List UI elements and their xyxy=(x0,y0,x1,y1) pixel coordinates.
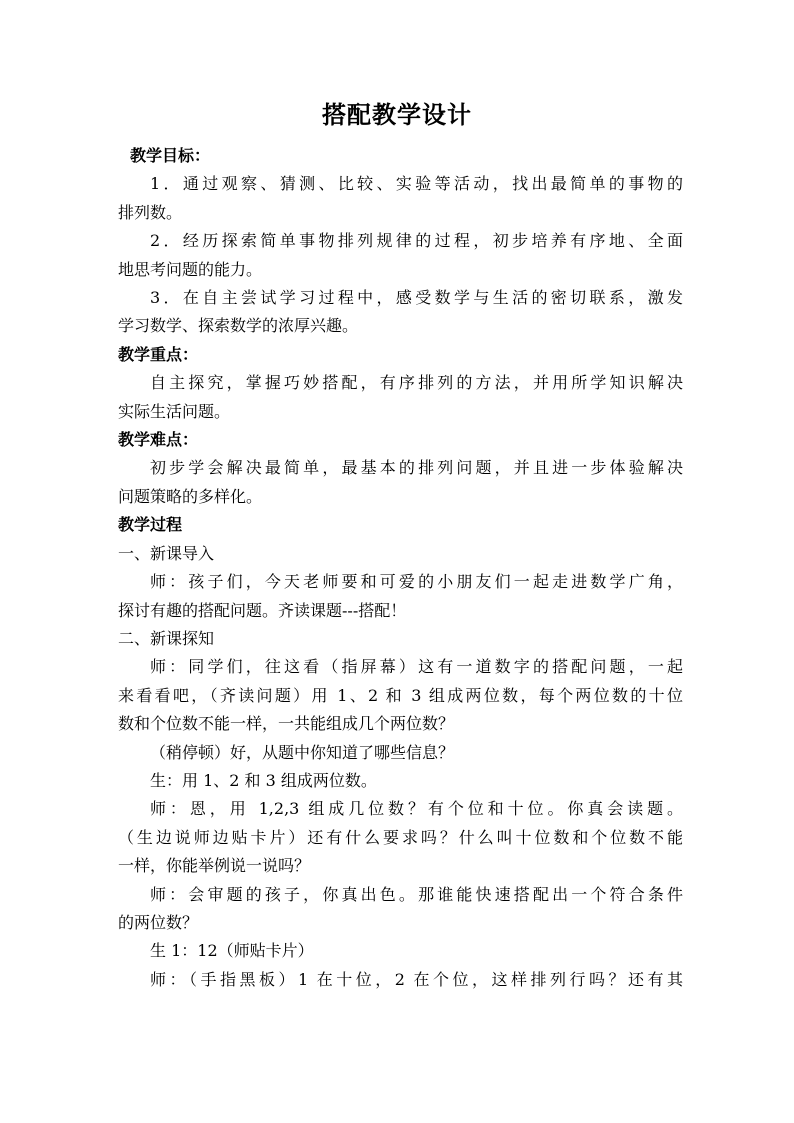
text-line: 3．在自主尝试学习过程中，感受数学与生活的密切联系，激发 xyxy=(150,288,683,308)
section-heading: 教学目标： xyxy=(130,146,211,165)
text-line: 师：（手指黑板）1 在十位，2 在个位，这样排列行吗？还有其 xyxy=(150,969,683,989)
text-line: 来看看吧，（齐读问题）用 1、2 和 3 组成两位数，每个两位数的十位 xyxy=(118,685,683,705)
text-line: 一、新课导入 xyxy=(118,543,215,563)
section-heading: 教学重点： xyxy=(118,344,199,364)
document-title: 搭配教学设计 xyxy=(322,100,472,129)
text-line: 问题策略的多样化。 xyxy=(118,486,263,506)
text-line: 排列数。 xyxy=(118,202,183,222)
text-line: 师：会审题的孩子，你真出色。那谁能快速搭配出一个符合条件 xyxy=(150,884,683,904)
text-line: 学习数学、探索数学的浓厚兴趣。 xyxy=(118,316,359,336)
text-line: 地思考问题的能力。 xyxy=(118,259,263,279)
text-line: （稍停顿）好，从题中你知道了哪些信息？ xyxy=(150,742,455,762)
section-heading: 教学难点： xyxy=(118,430,199,450)
text-line: 二、新课探知 xyxy=(118,628,215,648)
text-line: 数和个位数不能一样，一共能组成几个两位数？ xyxy=(118,714,455,734)
text-line: 师：恩，用 1,2,3 组成几位数？有个位和十位。你真会读题。 xyxy=(150,799,683,819)
text-line: 生 1：12（师贴卡片） xyxy=(150,941,314,961)
text-line: 探讨有趣的搭配问题。齐读课题---搭配！ xyxy=(118,600,407,620)
text-line: 实际生活问题。 xyxy=(118,401,231,421)
text-line: 自主探究，掌握巧妙搭配，有序排列的方法，并用所学知识解决 xyxy=(150,373,683,393)
section-heading: 教学过程 xyxy=(118,515,183,535)
text-line: 1．通过观察、猜测、比较、实验等活动，找出最简单的事物的 xyxy=(150,174,683,194)
text-line: 师：同学们，往这看（指屏幕）这有一道数字的搭配问题，一起 xyxy=(150,657,683,677)
text-line: 师：孩子们，今天老师要和可爱的小朋友们一起走进数学广角， xyxy=(150,572,683,592)
text-line: 一样，你能举例说一说吗？ xyxy=(118,856,311,876)
text-line: 生：用 1、2 和 3 组成两位数。 xyxy=(150,770,377,790)
text-line: 初步学会解决最简单，最基本的排列问题，并且进一步体验解决 xyxy=(150,458,683,478)
text-line: 2．经历探索简单事物排列规律的过程，初步培养有序地、全面 xyxy=(150,231,683,251)
text-line: 的两位数？ xyxy=(118,912,199,932)
document-body xyxy=(118,142,683,994)
text-line: （生边说师边贴卡片）还有什么要求吗？什么叫十位数和个位数不能 xyxy=(118,827,683,847)
